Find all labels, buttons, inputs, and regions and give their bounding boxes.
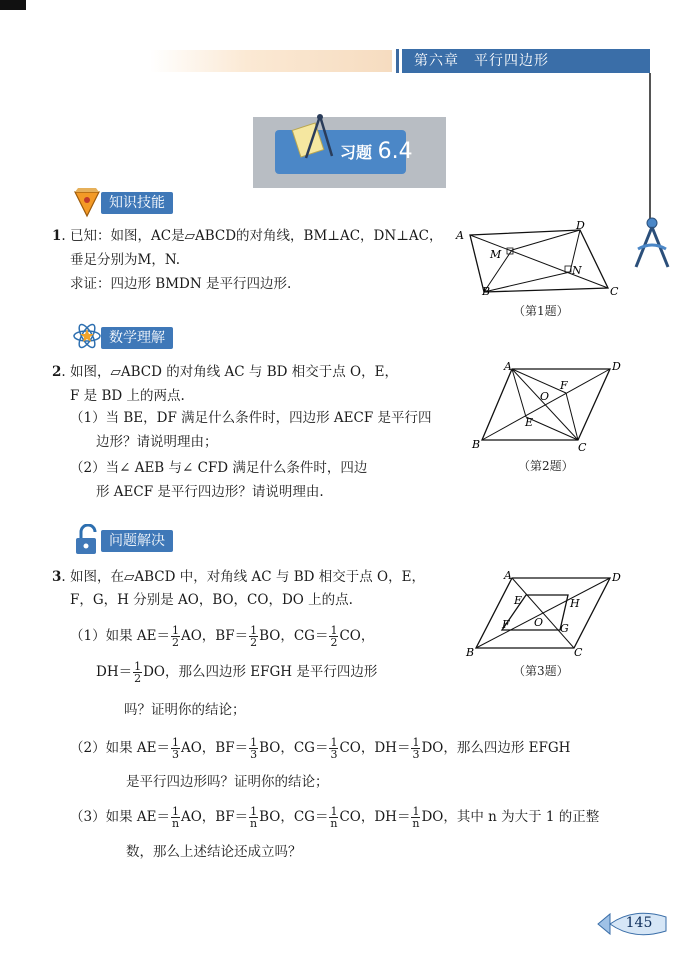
q3-label-D: D: [612, 571, 621, 584]
q1-label-N: N: [572, 264, 582, 277]
fraction-half: $\frac{1}{2}$: [171, 624, 179, 649]
fraction-third: $\frac{1}{3}$: [250, 736, 258, 761]
q2-line2: F 是 BD 上的两点.: [70, 388, 185, 404]
padlock-icon: [72, 524, 102, 556]
fraction-half: $\frac{1}{2}$: [250, 624, 258, 649]
atom-star-icon: [72, 322, 102, 350]
fraction-third: $\frac{1}{3}$: [412, 736, 420, 761]
q2-label-D: D: [612, 360, 621, 373]
q2-line1: 如图，▱ABCD 的对角线 AC 与 BD 相交于点 O，E，: [70, 364, 398, 380]
q3-label-A: A: [504, 569, 512, 582]
q1-label-C: C: [610, 285, 619, 298]
q3-label-G: G: [560, 622, 569, 635]
fraction-1-over-n: $\frac{1}{n}$: [171, 805, 180, 830]
fraction-1-over-n: $\frac{1}{n}$: [412, 805, 420, 830]
section-label-understanding: 数学理解: [101, 327, 173, 349]
q3-part1-line1: （1）如果 AE＝ $\frac{1}{2}$ AO，BF＝ $\frac{1}{2}$ BO，CG＝ $\frac{1}{2}$ CO，: [70, 624, 375, 649]
header-gradient: [150, 50, 392, 72]
side-rule: [649, 73, 651, 223]
pencil-tip-icon: [72, 186, 102, 218]
q3-caption: （第3题）: [513, 664, 569, 678]
fraction-third: $\frac{1}{3}$: [330, 736, 338, 761]
q1-line1: 已知：如图，AC是▱ABCD的对角线，BM⊥AC，DN⊥AC，: [70, 228, 443, 244]
q3-part2-line2: 是平行四边形吗？证明你的结论；: [126, 774, 329, 790]
fraction-half: $\frac{1}{2}$: [330, 624, 338, 649]
q3-part1-line2: DH＝ $\frac{1}{2}$ DO，那么四边形 EFGH 是平行四边形: [96, 660, 378, 685]
compass-tool-icon: [628, 215, 676, 275]
exercise-number: 6.4: [377, 139, 413, 164]
q3-part2-line1: （2）如果 AE＝ $\frac{1}{3}$ AO，BF＝ $\frac{1}{3}$ BO，CG＝ $\frac{1}{3}$ CO，DH＝ $\frac{1}{3}$ DO，那么四边形 EFGH: [70, 736, 571, 761]
q2-number: 2.: [52, 364, 66, 380]
header-accent-bar: [396, 49, 399, 73]
page-number: 145: [625, 915, 653, 931]
q1-label-D: D: [576, 219, 585, 232]
page-corner-mark: [0, 0, 26, 10]
q3-part3-line1: （3）如果 AE＝ $\frac{1}{n}$ AO，BF＝ $\frac{1}{n}$ BO，CG＝ $\frac{1}{n}$ CO，DH＝ $\frac{1}{n}$ DO，其中 n 为大于 1 的正整: [70, 805, 600, 830]
q3-figure: [462, 568, 632, 660]
q3-label-H: H: [570, 597, 580, 610]
fraction-third: $\frac{1}{3}$: [171, 736, 179, 761]
q3-part3-line2: 数，那么上述结论还成立吗？: [126, 844, 302, 860]
q1-line3: 求证：四边形 BMDN 是平行四边形.: [70, 276, 292, 292]
q2-label-F: F: [560, 379, 568, 392]
q3-label-E: E: [514, 594, 523, 607]
q2-label-B: B: [472, 438, 481, 451]
q2-part2-line2: 形 AECF 是平行四边形？请说明理由.: [96, 484, 324, 500]
q2-label-O: O: [540, 390, 550, 403]
fraction-1-over-n: $\frac{1}{n}$: [330, 805, 338, 830]
q3-label-C: C: [574, 646, 583, 659]
chapter-title: 第六章 平行四边形: [402, 49, 650, 73]
q2-label-A: A: [504, 360, 512, 373]
q1-label-M: M: [490, 248, 502, 261]
q1-label-A: A: [456, 229, 464, 242]
exercise-prefix: 习题: [340, 143, 373, 162]
q1-label-B: B: [482, 285, 491, 298]
q3-part1-line3: 吗？证明你的结论；: [124, 702, 246, 718]
fraction-half: $\frac{1}{2}$: [134, 660, 142, 685]
q3-number: 3.: [52, 569, 66, 585]
fraction-1-over-n: $\frac{1}{n}$: [250, 805, 258, 830]
q2-label-C: C: [578, 441, 587, 453]
compass-note-icon: [290, 112, 336, 164]
q2-part2-line1: （2）当∠ AEB 与∠ CFD 满足什么条件时，四边: [70, 460, 368, 476]
q1-caption: （第1题）: [513, 304, 569, 318]
q1-figure: [450, 218, 630, 300]
q3-label-F: F: [502, 618, 510, 631]
section-label-problem-solving: 问题解决: [101, 530, 173, 552]
q1-line2: 垂足分别为M，N.: [70, 252, 181, 268]
q3-label-O: O: [534, 616, 544, 629]
exercise-title: [340, 137, 413, 168]
section-label-skills: 知识技能: [101, 192, 173, 214]
q2-label-E: E: [525, 416, 534, 429]
q3-line2: F，G，H 分别是 AO，BO，CO，DO 上的点.: [70, 592, 353, 608]
q3-label-B: B: [466, 646, 475, 659]
q1-number: 1.: [52, 228, 66, 244]
q2-part1-line2: 边形？请说明理由；: [96, 434, 218, 450]
q3-line1: 如图，在▱ABCD 中，对角线 AC 与 BD 相交于点 O，E，: [70, 569, 425, 585]
q2-figure: [470, 358, 630, 453]
q2-caption: （第2题）: [518, 459, 574, 473]
q2-part1-line1: （1）当 BE，DF 满足什么条件时，四边形 AECF 是平行四: [70, 410, 432, 426]
